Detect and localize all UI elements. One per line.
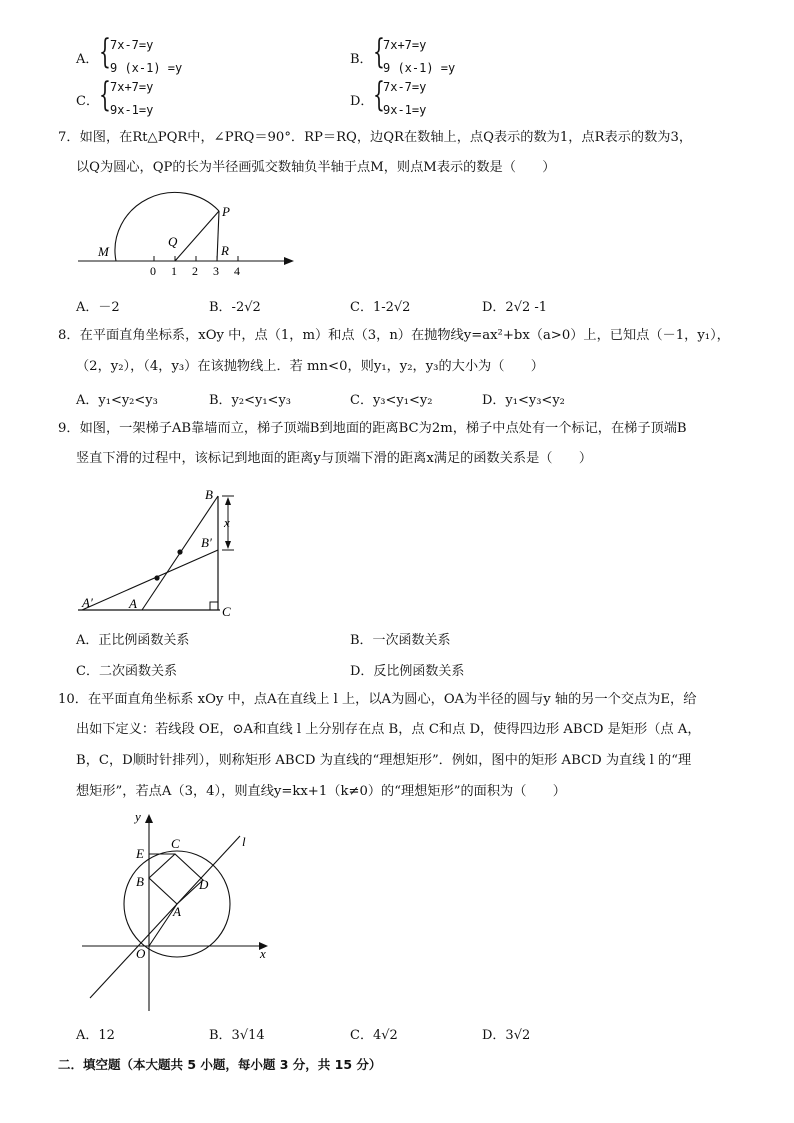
q9-option-a[interactable]: A．正比例函数关系 [76, 633, 190, 648]
arrow-icon [284, 257, 294, 265]
equation-2: 9x-1=y [383, 103, 427, 117]
q9-figure [70, 484, 250, 624]
label-o: O [136, 946, 146, 961]
q10-stem-line4: 想矩形”，若点A（3，4），则直线y=kx+1（k≠0）的“理想矩形”的面积为（ ） [76, 784, 566, 799]
brace-icon: { [99, 32, 111, 72]
q7-figure [70, 190, 310, 285]
label-q: Q [168, 234, 178, 249]
option-letter: D． [350, 94, 374, 109]
q9-stem-line2: 竖直下滑的过程中，该标记到地面的距离y与顶端下滑的距离x满足的函数关系是（ ） [76, 451, 593, 466]
q7-option-d[interactable]: D．2√2 -1 [482, 300, 548, 315]
q8-option-a[interactable]: A．y₁<y₂<y₃ [76, 393, 158, 408]
q8-option-d[interactable]: D．y₁<y₃<y₂ [482, 393, 565, 408]
q7-option-b[interactable]: B．-2√2 [209, 300, 261, 315]
q8-stem-line2: （2，y₂），（4，y₃）在该抛物线上．若 mn<0，则y₁，y₂，y₃的大小为（ ） [76, 359, 544, 374]
equation-2: 9 (x-1) =y [383, 61, 456, 75]
q7-stem-line1: 7．如图，在Rt△PQR中，∠PRQ＝90°．RP＝RQ，边QR在数轴上，点Q表示的数为1，点R表示的数为3， [58, 130, 693, 145]
tick-label: 4 [234, 264, 240, 278]
ladder-apbp [82, 550, 218, 610]
q10-option-b[interactable]: B．3√14 [209, 1028, 265, 1043]
label-b: B [205, 487, 213, 502]
label-b-prime: B′ [201, 535, 212, 550]
equation-1: 7x+7=y [383, 38, 427, 52]
tick-label: 2 [192, 264, 198, 278]
label-x: x [260, 946, 266, 961]
line-l [90, 836, 240, 998]
q10-option-c[interactable]: C．4√2 [350, 1028, 398, 1043]
label-b: B [136, 874, 144, 889]
segment-rp [217, 211, 219, 261]
midpoint-ab [177, 549, 182, 554]
q10-option-a[interactable]: A．12 [76, 1028, 115, 1043]
label-m: M [98, 244, 109, 259]
q10-stem-line1: 10．在平面直角坐标系 xOy 中，点A在直线上 l 上，以A为圆心，OA为半径的圆与y 轴的另一个交点为E，给 [58, 692, 697, 707]
arrow-up-icon [225, 497, 231, 505]
arrow-down-icon [225, 541, 231, 549]
brace-icon: { [373, 32, 385, 72]
rectangle-abcd [149, 854, 203, 904]
segment-qp [175, 211, 219, 261]
q8-option-b[interactable]: B．y₂<y₁<y₃ [209, 393, 292, 408]
label-c: C [171, 836, 180, 851]
q10-stem-line3: B，C，D顺时针排列），则称矩形 ABCD 为直线的“理想矩形”．例如，图中的矩形 ABCD 为直线 l 的“理 [76, 753, 692, 768]
option-letter: A． [76, 52, 99, 67]
equation-2: 9x-1=y [110, 103, 154, 117]
label-p: P [222, 204, 230, 219]
tick-label: 3 [213, 264, 219, 278]
option-letter: C． [76, 94, 99, 109]
label-a: A [129, 596, 137, 611]
label-r: R [221, 243, 229, 258]
q9-stem-line1: 9．如图，一架梯子AB靠墙而立，梯子顶端B到地面的距离BC为2m，梯子中点处有一个标记，在梯子顶端B [58, 421, 687, 436]
q9-option-b[interactable]: B．一次函数关系 [350, 633, 451, 648]
y-axis-arrow-icon [145, 814, 153, 823]
label-c: C [222, 604, 231, 619]
equation-2: 9 (x-1) =y [110, 61, 183, 75]
section-heading: 二．填空题（本大题共 5 小题，每小题 3 分，共 15 分） [58, 1057, 382, 1072]
label-x: x [224, 515, 230, 530]
equation-1: 7x-7=y [383, 80, 427, 94]
right-angle-mark [210, 602, 218, 610]
label-a-prime: A′ [82, 595, 93, 610]
label-d: D [199, 877, 209, 892]
q10-figure [70, 806, 280, 1016]
q7-option-a[interactable]: A．－2 [76, 300, 120, 315]
q9-option-c[interactable]: C．二次函数关系 [76, 664, 177, 679]
label-y: y [135, 809, 141, 824]
equation-1: 7x-7=y [110, 38, 154, 52]
arc [115, 192, 219, 261]
q7-option-c[interactable]: C．1-2√2 [350, 300, 411, 315]
q8-option-c[interactable]: C．y₃<y₁<y₂ [350, 393, 433, 408]
tick-label: 0 [150, 264, 156, 278]
q10-stem-line2: 出如下定义：若线段 OE，⊙A和直线 l 上分别存在点 B，点 C和点 D，使得四边形 ABCD 是矩形（点 A， [76, 722, 701, 737]
brace-icon: { [99, 75, 111, 115]
label-e: E [136, 846, 144, 861]
tick-label: 1 [171, 264, 177, 278]
q8-stem-line1: 8．在平面直角坐标系，xOy 中，点（1，m）和点（3，n）在抛物线y=ax²+bx（a>0）上，已知点（－1，y₁）， [58, 328, 730, 343]
midpoint-apbp [154, 575, 159, 580]
brace-icon: { [373, 75, 385, 115]
label-a: A [173, 904, 181, 919]
q9-option-d[interactable]: D．反比例函数关系 [350, 664, 465, 679]
q7-stem-line2: 以Q为圆心，QP的长为半径画弧交数轴负半轴于点M，则点M表示的数是（ ） [76, 160, 556, 175]
q10-option-d[interactable]: D．3√2 [482, 1028, 531, 1043]
label-l: l [242, 834, 246, 849]
option-letter: B． [350, 52, 373, 67]
equation-1: 7x+7=y [110, 80, 154, 94]
